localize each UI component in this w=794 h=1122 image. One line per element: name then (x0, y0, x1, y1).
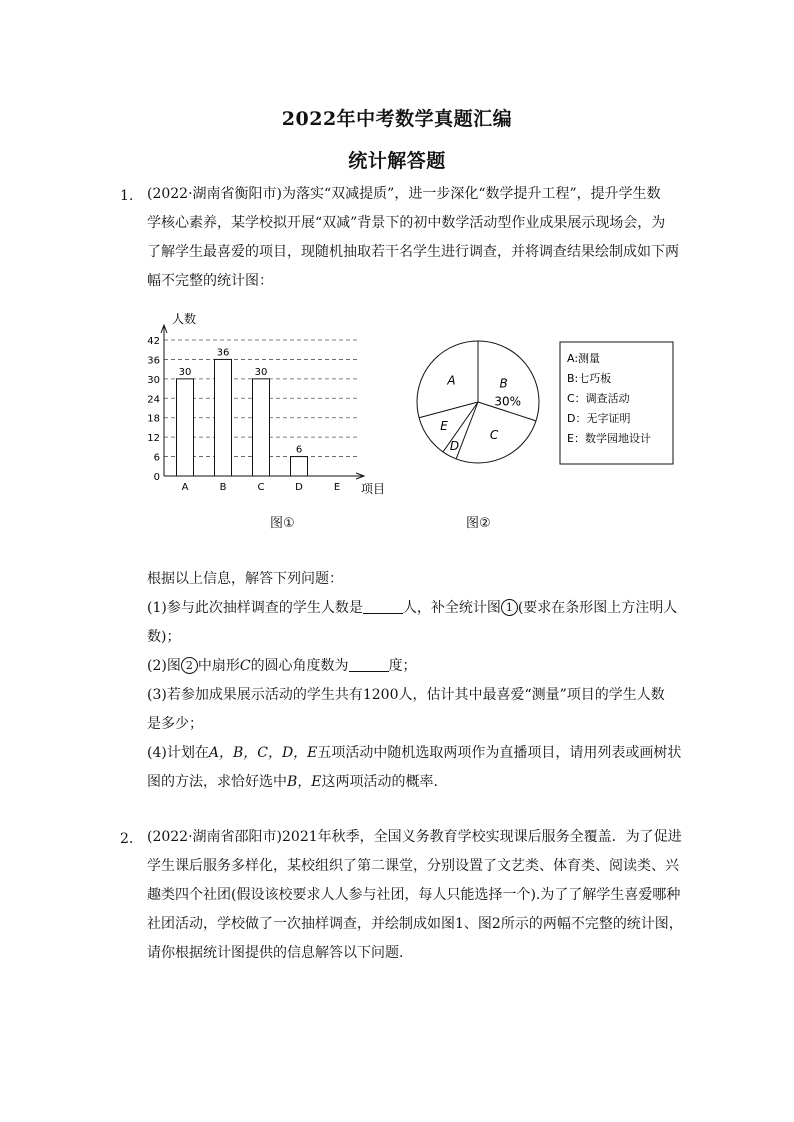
circled-number: 2 (181, 657, 198, 674)
y-tick-label: 42 (147, 336, 160, 347)
question-1-intro (147, 180, 687, 296)
pie-percent-label: 30% (494, 394, 521, 409)
q1-sub1-text: 人，补全统计图 (402, 600, 501, 616)
q1-sub3-text: 人，估计其中最喜爱“测量”项目的学生人数 (398, 687, 665, 703)
x-axis-label: 项目 (361, 482, 386, 496)
q2-line: 学生课后服务多样化，某校组织了第二课堂，分别设置了文艺类、体育类、阅读类、兴 (147, 858, 679, 874)
q1-lead: 根据以上信息，解答下列问题： (147, 571, 343, 587)
q1-sub3 (147, 681, 687, 710)
answer-blank[interactable] (349, 657, 389, 672)
bar-data-label: 30 (254, 366, 268, 378)
figure-1-caption: 图① (270, 516, 295, 531)
legend-item: A:测量 (567, 352, 601, 365)
q1-sub1-text: (1)参与此次抽样调查的学生人数是 (147, 600, 363, 616)
bar-data-label: 36 (216, 347, 230, 359)
figure-2-caption: 图② (466, 516, 491, 531)
bar-data-label: 30 (178, 366, 192, 378)
q1-sub4-text: 五项活动中随机选取两项作为直播项目，请用列表或画树状 (317, 745, 682, 761)
q1-sub2-text: 中扇形 (197, 658, 240, 674)
legend-item: C：调查活动 (567, 392, 630, 405)
q1-intro-line: (2022·湖南省衡阳市)为落实“双减提质”，进一步深化“数学提升工程”，提升学生数 (147, 186, 661, 202)
q1-intro-line: 幅不完整的统计图： (147, 273, 273, 289)
bar-chart-figure-1 (140, 305, 400, 505)
document-title: 2022年中考数学真题汇编 (281, 108, 513, 130)
q1-sub2 (147, 652, 687, 681)
math-variable: B，E (287, 774, 322, 790)
q2-line: 请你根据统计图提供的信息解答以下问题. (147, 945, 404, 961)
circled-number: 1 (501, 599, 518, 616)
pie-slice-label-C: C (489, 427, 499, 442)
math-variable: C (239, 658, 251, 674)
math-number: 1200 (362, 687, 399, 703)
x-tick-label: C (257, 482, 265, 493)
legend-item: D：无字证明 (567, 412, 631, 425)
bar-C (253, 379, 270, 476)
math-variable: A，B，C，D，E (208, 745, 318, 761)
question-1-subquestions (147, 565, 687, 797)
question-2-number: 2. (120, 831, 134, 847)
q1-sub4-cont (147, 768, 687, 797)
q2-line: 趣类四个社团(假设该校要求人人参与社团，每人只能选择一个).为了了解学生喜爱哪种 (147, 887, 681, 903)
q1-sub2-text: 度； (388, 658, 417, 674)
y-tick-label: 6 (153, 452, 160, 464)
bar-B (215, 359, 232, 476)
bar-D (291, 457, 308, 476)
document-subtitle: 统计解答题 (348, 150, 446, 172)
bar-A (177, 379, 194, 476)
q1-sub4 (147, 739, 687, 768)
x-tick-label: B (219, 482, 227, 493)
legend-item: B:七巧板 (567, 372, 612, 385)
q1-intro-line: 了解学生最喜爱的项目，现随机抽取若干名学生进行调查，并将调查结果绘制成如下两 (147, 244, 679, 260)
x-tick-label: E (333, 482, 341, 493)
q1-sub4-text: 这两项活动的概率. (321, 774, 438, 790)
y-axis-label: 人数 (172, 312, 197, 326)
y-tick-label: 0 (153, 472, 160, 483)
q1-intro-line: 学核心素养，某学校拟开展“双减”背景下的初中数学活动型作业成果展示现场会，为 (147, 215, 666, 231)
legend-item: E：数学园地设计 (567, 432, 651, 445)
x-tick-label: A (181, 482, 189, 493)
q2-line: (2022·湖南省邵阳市)2021年秋季，全国义务教育学校实现课后服务全覆盖．为了促进 (147, 829, 682, 845)
y-tick-label: 30 (147, 374, 160, 386)
q1-sub1-cont: 数)； (147, 629, 181, 645)
q1-sub2-text: (2)图 (147, 658, 181, 674)
q1-sub1-text: (要求在条形图上方注明人 (517, 600, 678, 616)
q1-sub4-text: 图的方法，求恰好选中 (147, 774, 287, 790)
pie-slice-label-E: E (440, 418, 448, 433)
pie-chart-figure-2 (410, 335, 685, 475)
question-1-number: 1. (120, 188, 134, 204)
question-2-text (147, 823, 687, 968)
pie-slice-label-B: B (499, 376, 508, 391)
q1-sub1 (147, 594, 687, 623)
y-tick-label: 18 (147, 413, 160, 425)
bar-data-label: 6 (295, 444, 303, 456)
y-tick-label: 12 (147, 433, 160, 445)
q1-sub3-text: (3)若参加成果展示活动的学生共有 (147, 687, 363, 703)
q2-line: 社团活动，学校做了一次抽样调查，并绘制成如图1、图2所示的两幅不完整的统计图， (147, 916, 683, 932)
answer-blank[interactable] (363, 599, 403, 614)
x-tick-label: D (295, 482, 303, 493)
pie-slice-label-A: A (447, 373, 456, 388)
q1-sub4-text: (4)计划在 (147, 745, 209, 761)
q1-sub2-text: 的圆心角度数为 (250, 658, 349, 674)
q1-sub3-cont: 是多少； (147, 716, 203, 732)
y-tick-label: 24 (147, 394, 160, 406)
pie-slice-label-D: D (449, 439, 460, 454)
y-tick-label: 36 (147, 355, 160, 367)
